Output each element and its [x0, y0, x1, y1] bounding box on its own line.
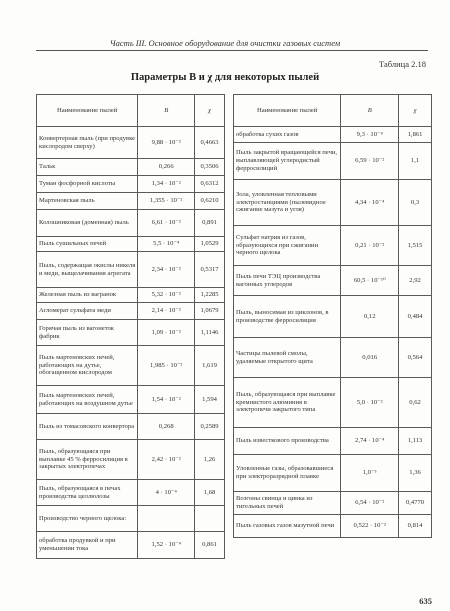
row-name-cell: обработка сухих газов — [234, 127, 341, 143]
row-b-cell: 5,5 · 10⁻⁴ — [138, 237, 195, 252]
table-row — [37, 176, 225, 193]
row-chi-cell: 0,4663 — [195, 127, 225, 159]
header-rule — [36, 50, 428, 51]
row-b-cell: 0,12 — [341, 296, 399, 338]
row-name-cell: Пыль, образующаяся в печах производства целлюлозы — [37, 480, 138, 506]
table-row — [37, 210, 225, 237]
table-row — [37, 346, 225, 386]
row-name-cell: Пыль печи ТЭЦ производства вагонных углеродов — [234, 266, 341, 296]
column-header-b: B — [138, 95, 195, 127]
row-b-cell: 1,54 · 10⁻² — [138, 386, 195, 414]
row-name-cell: Колошниковая (доменная) пыль — [37, 210, 138, 237]
row-chi-cell: 1,0679 — [195, 303, 225, 320]
row-chi-cell — [195, 506, 225, 532]
column-header-name: Наименование пылей — [37, 95, 138, 127]
table-row — [234, 143, 432, 180]
table-row — [37, 532, 225, 559]
left-table — [36, 94, 225, 559]
row-name-cell: Частицы пылевой смолы, удаляемые открытого щита — [234, 338, 341, 378]
row-name-cell: обработка продувкой и при уменьшении тока — [37, 532, 138, 559]
row-b-cell: 1,0⁻⁵ — [341, 455, 399, 492]
row-chi-cell: 0,3 — [399, 180, 432, 226]
row-b-cell: 60,5 · 10⁻¹⁰ — [341, 266, 399, 296]
row-name-cell: Пыль сушильных печей — [37, 237, 138, 252]
row-b-cell: 4 · 10⁻⁴ — [138, 480, 195, 506]
row-name-cell: Пыль мартеновских печей, работающих на дутье, обогащенном кислородом — [37, 346, 138, 386]
row-name-cell: Сульфат натрия из газов, образующихся при сжигании черного щелока — [234, 226, 341, 266]
row-name-cell: Конвертерная пыль (при продувке кислородом сверху) — [37, 127, 138, 159]
row-b-cell: 6,54 · 10⁻² — [341, 492, 399, 515]
row-b-cell: 4,34 · 10⁻⁴ — [341, 180, 399, 226]
row-b-cell: 1,34 · 10⁻² — [138, 176, 195, 193]
right-table-header-row — [234, 95, 432, 127]
row-name-cell: Агломерат сульфата меди — [37, 303, 138, 320]
row-b-cell: 9,88 · 10⁻² — [138, 127, 195, 159]
row-name-cell: Туман фосфорной кислоты — [37, 176, 138, 193]
table-row — [37, 386, 225, 414]
row-name-cell: Мартеновская пыль — [37, 193, 138, 210]
table-row — [234, 226, 432, 266]
table-row — [37, 159, 225, 176]
row-chi-cell: 0,861 — [195, 532, 225, 559]
table-row — [37, 237, 225, 252]
row-name-cell: Горячая пыль из вагонеток фабрик — [37, 320, 138, 346]
row-chi-cell: 0,5317 — [195, 252, 225, 288]
table-row — [234, 455, 432, 492]
row-b-cell: 6,61 · 10⁻² — [138, 210, 195, 237]
row-name-cell: Зола, уловленная тепловыми электростанциями (пылевидное сжигание мазута и угля) — [234, 180, 341, 226]
row-b-cell: 1,985 · 10⁻² — [138, 346, 195, 386]
row-b-cell: 2,74 · 10⁻⁴ — [341, 428, 399, 455]
row-chi-cell: 0,564 — [399, 338, 432, 378]
table-row — [234, 338, 432, 378]
row-name-cell: Пыль мартеновских печей, работающих на воздушном дутье — [37, 386, 138, 414]
left-table-body — [37, 127, 225, 559]
table-row — [37, 440, 225, 480]
row-chi-cell: 1,515 — [399, 226, 432, 266]
row-b-cell: 0,016 — [341, 338, 399, 378]
row-b-cell: 0,268 — [138, 414, 195, 440]
row-chi-cell: 1,2285 — [195, 288, 225, 303]
row-chi-cell: 1,861 — [399, 127, 432, 143]
table-row — [234, 492, 432, 515]
row-b-cell: 0,266 — [138, 159, 195, 176]
row-b-cell: 2,14 · 10⁻² — [138, 303, 195, 320]
row-name-cell: Уловленные газы, образовавшиеся при электроразрядной плавке — [234, 455, 341, 492]
row-name-cell: Пыль закрытой вращающейся печи, выплавляющей углеродистый ферросилиций — [234, 143, 341, 180]
row-chi-cell: 0,6312 — [195, 176, 225, 193]
row-name-cell: Пыль, содержащая окислы никеля и меди, выщелачивания агрегата — [37, 252, 138, 288]
table-row — [234, 428, 432, 455]
row-b-cell: 1,09 · 10⁻² — [138, 320, 195, 346]
table-row — [37, 320, 225, 346]
right-table-body — [234, 127, 432, 538]
table-row — [37, 414, 225, 440]
row-chi-cell: 0,6210 — [195, 193, 225, 210]
row-chi-cell: 1,619 — [195, 346, 225, 386]
row-chi-cell: 1,1 — [399, 143, 432, 180]
row-chi-cell: 0,814 — [399, 515, 432, 538]
row-name-cell: Возгоны свинца и цинка из тигельных печей — [234, 492, 341, 515]
table-row — [37, 303, 225, 320]
table-title: Параметры B и χ для некоторых пылей — [130, 72, 320, 83]
row-b-cell: 2,34 · 10⁻² — [138, 252, 195, 288]
row-name-cell: Пыль известкового производства — [234, 428, 341, 455]
row-chi-cell: 1,1146 — [195, 320, 225, 346]
row-name-cell: Тальк — [37, 159, 138, 176]
row-b-cell: 1,355 · 10⁻² — [138, 193, 195, 210]
row-chi-cell: 0,62 — [399, 378, 432, 428]
table-row — [234, 127, 432, 143]
table-row — [234, 515, 432, 538]
table-row — [37, 506, 225, 532]
row-b-cell: 0,21 · 10⁻² — [341, 226, 399, 266]
page-number: 635 — [419, 596, 432, 606]
table-number: Таблица 2.18 — [379, 59, 426, 69]
row-name-cell: Пыль, выносимая из циклонов, в производстве ферросилиция — [234, 296, 341, 338]
row-chi-cell: 2,92 — [399, 266, 432, 296]
row-name-cell: Пыль, образующаяся при выплавке кремнистого алюминия в электропечи закрытого типа — [234, 378, 341, 428]
column-header-name: Наименование пылей — [234, 95, 341, 127]
row-chi-cell: 1,0529 — [195, 237, 225, 252]
row-b-cell: 0,522 · 10⁻² — [341, 515, 399, 538]
row-name-cell: Пыль газовых газов мазутной печи — [234, 515, 341, 538]
row-chi-cell: 1,68 — [195, 480, 225, 506]
row-name-cell: Железная пыль из вагранок — [37, 288, 138, 303]
row-chi-cell: 1,36 — [399, 455, 432, 492]
column-header-chi: χ — [399, 95, 432, 127]
row-chi-cell: 0,484 — [399, 296, 432, 338]
table-row — [234, 296, 432, 338]
row-b-cell: 1,52 · 10⁻⁴ — [138, 532, 195, 559]
running-head: Часть III. Основное оборудование для очистки газовых систем — [109, 38, 341, 48]
table-row — [234, 266, 432, 296]
row-b-cell: 2,42 · 10⁻² — [138, 440, 195, 480]
column-header-chi: χ — [195, 95, 225, 127]
row-chi-cell: 1,594 — [195, 386, 225, 414]
table-row — [234, 378, 432, 428]
table-row — [37, 480, 225, 506]
row-chi-cell: 0,891 — [195, 210, 225, 237]
row-b-cell: 5,32 · 10⁻² — [138, 288, 195, 303]
row-chi-cell: 1,26 — [195, 440, 225, 480]
row-b-cell: 9,3 · 10⁻⁴ — [341, 127, 399, 143]
row-b-cell — [138, 506, 195, 532]
left-table-header-row — [37, 95, 225, 127]
row-name-cell: Пыль из томасовского конвертора — [37, 414, 138, 440]
row-chi-cell: 1,113 — [399, 428, 432, 455]
table-row — [234, 180, 432, 226]
row-name-cell: Производство черного щелока: — [37, 506, 138, 532]
table-row — [37, 288, 225, 303]
row-b-cell: 6,59 · 10⁻² — [341, 143, 399, 180]
column-header-b: B — [341, 95, 399, 127]
row-name-cell: Пыль, образующаяся при выплавке 45 % ферросилиция в закрытых электропечах — [37, 440, 138, 480]
right-table — [233, 94, 432, 538]
row-chi-cell: 0,2589 — [195, 414, 225, 440]
table-row — [37, 193, 225, 210]
row-chi-cell: 0,4770 — [399, 492, 432, 515]
row-chi-cell: 0,3506 — [195, 159, 225, 176]
table-row — [37, 127, 225, 159]
row-b-cell: 5,0 · 10⁻² — [341, 378, 399, 428]
table-row — [37, 252, 225, 288]
